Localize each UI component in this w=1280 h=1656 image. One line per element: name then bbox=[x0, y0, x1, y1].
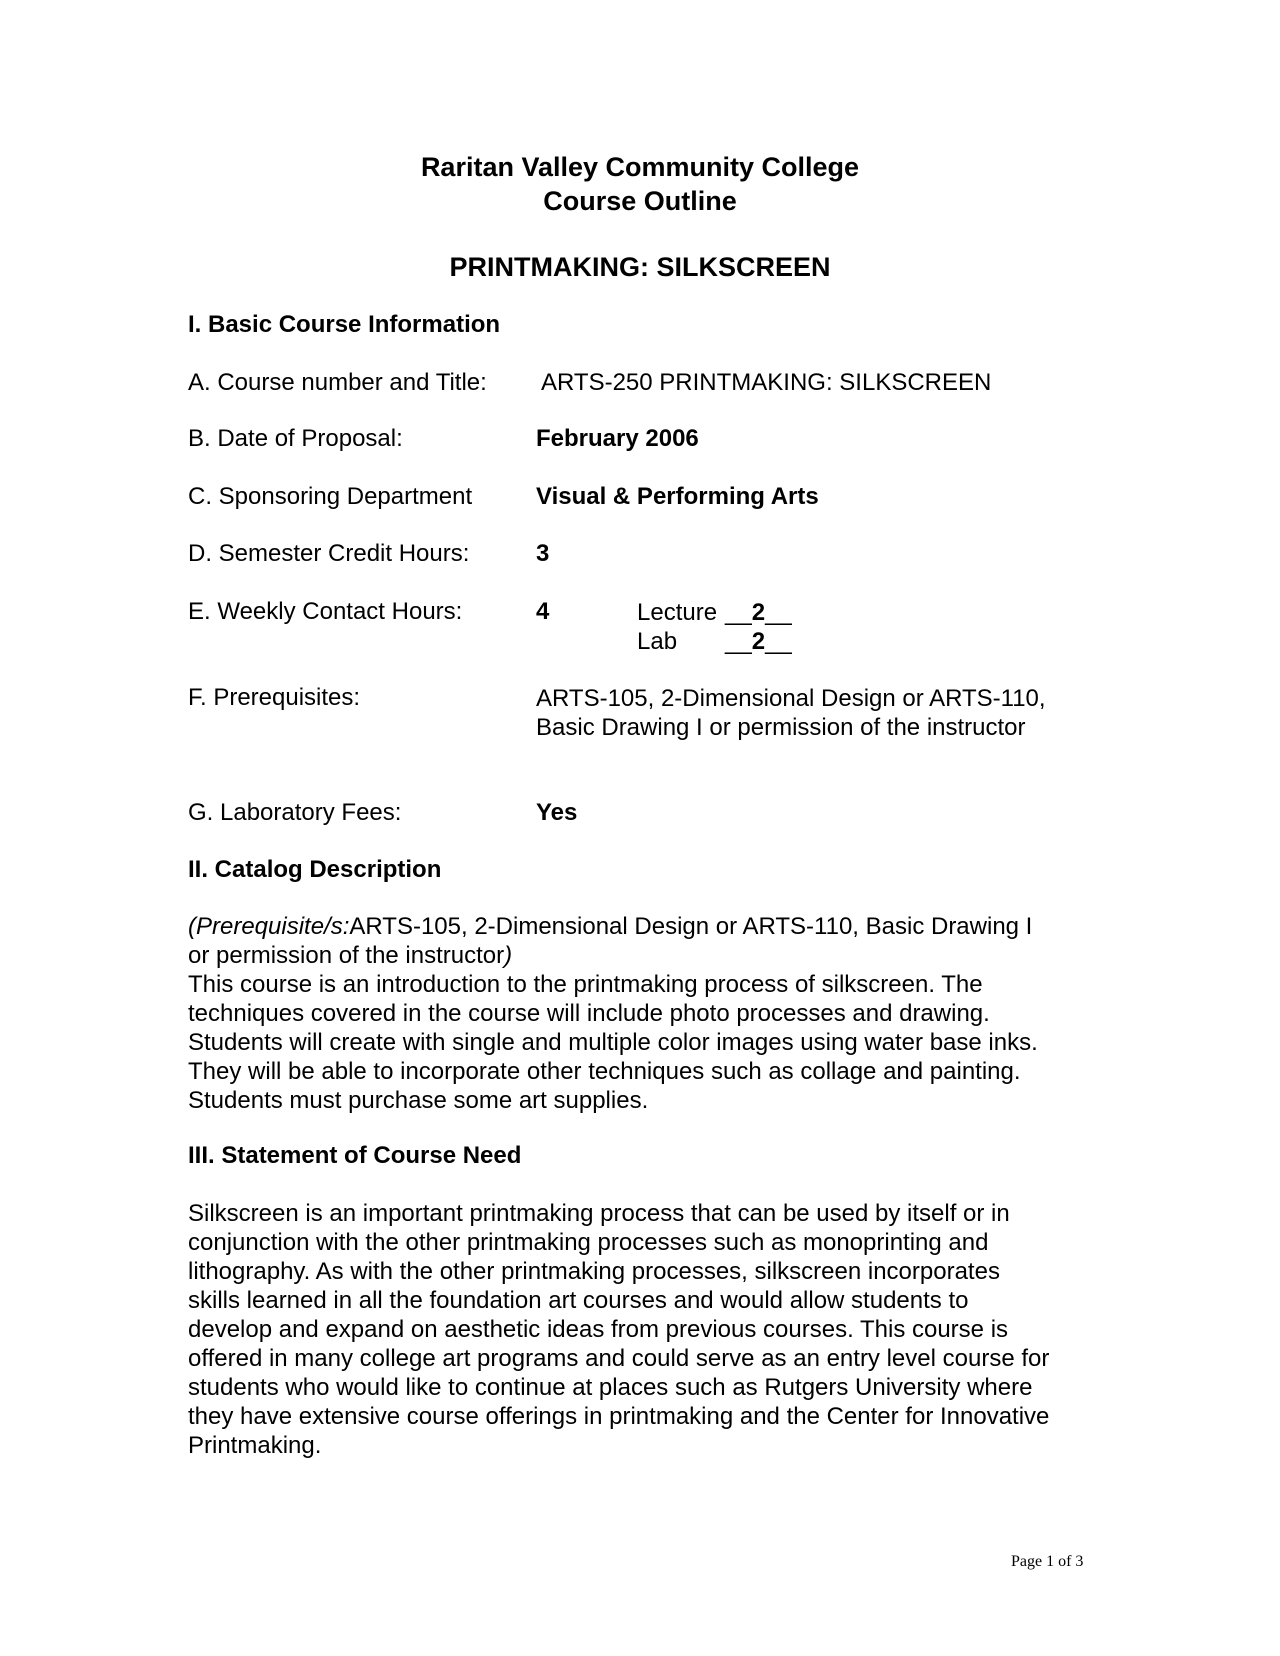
row-label-course-number: A. Course number and Title: bbox=[188, 369, 487, 396]
row-value-credit-hours: 3 bbox=[536, 540, 550, 567]
row-label-prerequisites: F. Prerequisites: bbox=[188, 684, 361, 711]
course-need-line: Silkscreen is an important printmaking process that can be used by itself or in bbox=[188, 1200, 1010, 1227]
prereq-italic-open: (Prerequisite/s: bbox=[188, 913, 350, 940]
catalog-line: Students must purchase some art supplies. bbox=[188, 1087, 649, 1114]
catalog-prereq-line-2 bbox=[188, 941, 1108, 970]
row-value-contact-hours: 4 bbox=[536, 598, 550, 625]
lecture-blank-after: __ bbox=[765, 599, 792, 626]
course-need-line: students who would like to continue at places such as Rutgers University where bbox=[188, 1374, 1033, 1401]
course-need-line: develop and expand on aesthetic ideas from previous courses. This course is bbox=[188, 1316, 1009, 1343]
prerequisites-line-1: ARTS-105, 2-Dimensional Design or ARTS-110, bbox=[536, 685, 1046, 712]
row-value-date: February 2006 bbox=[536, 425, 699, 452]
institution-title: Raritan Valley Community College bbox=[420, 152, 860, 182]
catalog-line: This course is an introduction to the printmaking process of silkscreen. The bbox=[188, 971, 983, 998]
catalog-description bbox=[188, 912, 1108, 1115]
row-label-department: C. Sponsoring Department bbox=[188, 483, 473, 510]
catalog-line: They will be able to incorporate other techniques such as collage and painting. bbox=[188, 1058, 1021, 1085]
course-need-line: offered in many college art programs and could serve as an entry level course for bbox=[188, 1345, 1050, 1372]
section-1-heading: I. Basic Course Information bbox=[188, 311, 501, 338]
lab-hours bbox=[637, 627, 792, 656]
prereq-italic-close: ) bbox=[504, 942, 513, 969]
doc-type-title: Course Outline bbox=[543, 186, 737, 216]
catalog-prereq-line-1 bbox=[188, 912, 1108, 941]
prereq-text-2: or permission of the instructor bbox=[188, 942, 505, 969]
course-title: PRINTMAKING: SILKSCREEN bbox=[449, 252, 831, 282]
row-value-lab-fees: Yes bbox=[536, 799, 578, 826]
contact-hours-breakdown bbox=[637, 598, 792, 656]
course-need-line: lithography. As with the other printmaking processes, silkscreen incorporates bbox=[188, 1258, 1000, 1285]
row-value-prerequisites bbox=[536, 684, 1046, 742]
row-value-department: Visual & Performing Arts bbox=[536, 483, 819, 510]
lecture-hours bbox=[637, 598, 792, 627]
course-need-line: skills learned in all the foundation art courses and would allow students to bbox=[188, 1287, 969, 1314]
course-need-line: conjunction with the other printmaking processes such as monoprinting and bbox=[188, 1229, 989, 1256]
row-label-contact-hours: E. Weekly Contact Hours: bbox=[188, 598, 463, 625]
lecture-blank-before: __ bbox=[725, 599, 752, 626]
lab-blank-after: __ bbox=[765, 628, 792, 655]
row-label-date: B. Date of Proposal: bbox=[188, 425, 403, 452]
lab-label: Lab bbox=[637, 628, 678, 655]
catalog-line: techniques covered in the course will include photo processes and drawing. bbox=[188, 1000, 990, 1027]
row-label-lab-fees: G. Laboratory Fees: bbox=[188, 799, 402, 826]
page-number: Page 1 of 3 bbox=[1011, 1553, 1084, 1570]
catalog-line: Students will create with single and multiple color images using water base inks. bbox=[188, 1029, 1038, 1056]
lecture-value: 2 bbox=[751, 599, 766, 626]
course-need-line: they have extensive course offerings in printmaking and the Center for Innovative bbox=[188, 1403, 1050, 1430]
course-need-line: Printmaking. bbox=[188, 1432, 322, 1459]
section-2-heading: II. Catalog Description bbox=[188, 856, 442, 883]
prereq-text-1: ARTS-105, 2-Dimensional Design or ARTS-110, Basic Drawing I bbox=[349, 913, 1033, 940]
lab-blank-before: __ bbox=[725, 628, 752, 655]
course-need-statement bbox=[188, 1199, 1108, 1460]
lecture-label: Lecture bbox=[637, 599, 718, 626]
section-3-heading: III. Statement of Course Need bbox=[188, 1142, 522, 1169]
row-value-course-number: ARTS-250 PRINTMAKING: SILKSCREEN bbox=[541, 369, 992, 396]
row-label-credit-hours: D. Semester Credit Hours: bbox=[188, 540, 470, 567]
lab-value: 2 bbox=[751, 628, 766, 655]
prerequisites-line-2: Basic Drawing I or permission of the instructor bbox=[536, 714, 1026, 741]
